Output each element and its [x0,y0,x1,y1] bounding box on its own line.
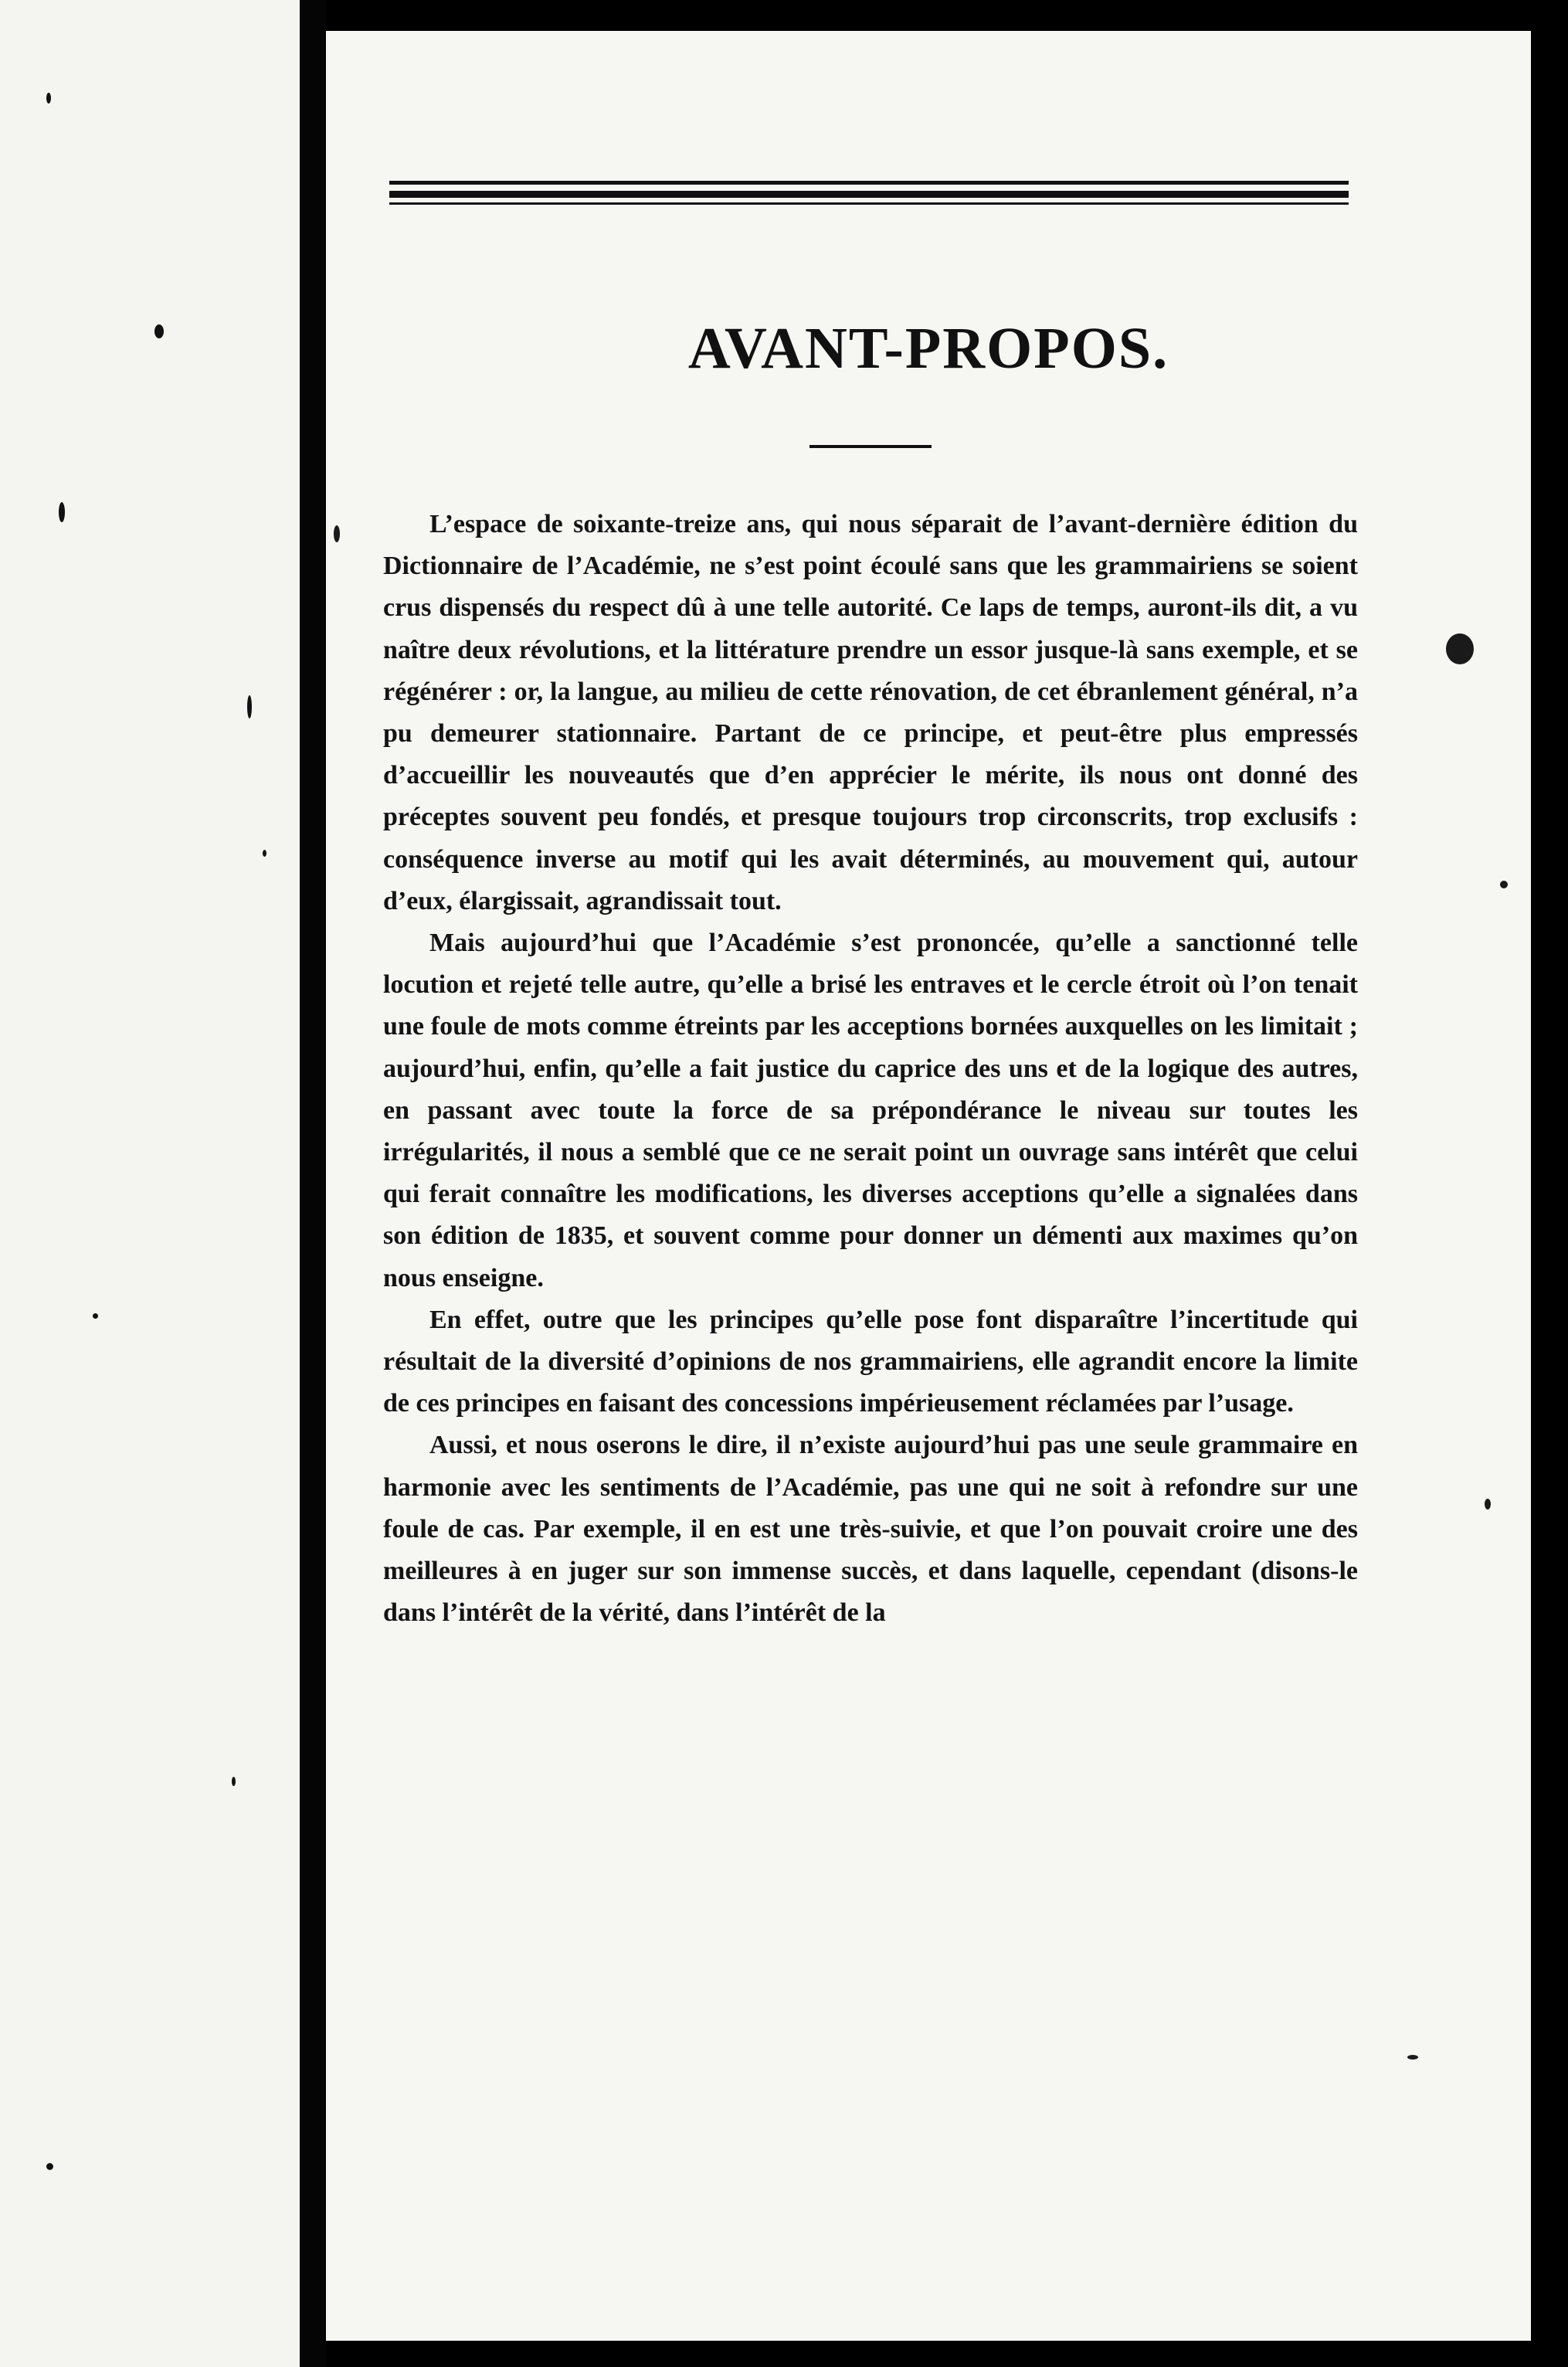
header-rule [389,202,1349,205]
title-rule [809,445,932,448]
book-page [326,31,1531,2341]
page-title: AVANT-PROPOS. [687,316,1169,381]
scan-speck [247,695,252,718]
paragraph: L’espace de soixante-treize ans, qui nous séparait de l’avant-dernière édition du Dictionnaire de l’Académie, ne s’est point écoulé sans que les grammairiens se soient crus dispensés du respect dû à une telle autorité. Ce laps de temps, auront-ils dit, a vu naître deux révolutions, et la littérature prendre un essor jusque-là sans exemple, et se régénérer : or, la langue, au milieu de cette rénovation, de cet ébranlement général, n’a pu demeurer stationnaire. Partant de ce principe, et peut-être plus empressés d’accueillir les nouveautés que d’en apprécier le mérite, ils nous ont donné des préceptes souvent peu fondés, et presque toujours trop circonscrits, trop exclusifs : conséquence inverse au motif qui les avait déterminés, au mouvement qui, autour d’eux, élargissait, agrandissait tout. [383,510,1358,915]
scan-speck [1500,881,1508,888]
scan-speck [334,525,340,542]
binding-gutter [300,0,326,2367]
scan-speck [263,850,266,857]
paragraph: Aussi, et nous oserons le dire, il n’existe aujourd’hui pas une seule grammaire en harmonie avec les sentiments de l’Académie, pas une qui ne soit à refondre sur une foule de cas. Par exemple, il en est une très-suivie, et que l’on pouvait croire une des meilleures à en juger sur son immense succès, et dans laquelle, cependant (disons-le dans l’intérêt de la vérité, dans l’intérêt de la [383,1431,1358,1628]
scan-speck [1407,2055,1418,2060]
scan-speck [59,502,65,522]
scan-speck [46,93,51,104]
facing-page-edge [0,0,300,2367]
scan-speck [1485,1499,1491,1510]
scan-speck [154,324,164,338]
header-rule [389,191,1349,198]
scan-speck [93,1313,98,1319]
scan-speck [232,1777,236,1786]
scan-speck [1446,633,1474,664]
body-text [383,504,1358,1634]
paragraph: En effet, outre que les principes qu’elle pose font disparaître l’incertitude qui résultait de la diversité d’opinions de nos grammairiens, elle agrandit encore la limite de ces principes en faisant des concessions impérieusement réclamées par l’usage. [383,1305,1358,1418]
header-rule [389,181,1349,185]
paragraph: Mais aujourd’hui que l’Académie s’est prononcée, qu’elle a sanctionné telle locution et rejeté telle autre, qu’elle a brisé les entraves et le cercle étroit où l’on tenait une foule de mots comme étreints par les acceptions bornées auxquelles on les limitait ; aujourd’hui, enfin, qu’elle a fait justice du caprice des uns et de la logique des autres, en passant avec toute la force de sa prépondérance le niveau sur toutes les irrégularités, il nous a semblé que ce ne serait point un ouvrage sans intérêt que celui qui ferait connaître les modifications, les diverses acceptions qu’elle a signalées dans son édition de 1835, et souvent comme pour donner un démenti aux maximes qu’on nous enseigne. [383,929,1358,1292]
scan-speck [46,2163,53,2170]
